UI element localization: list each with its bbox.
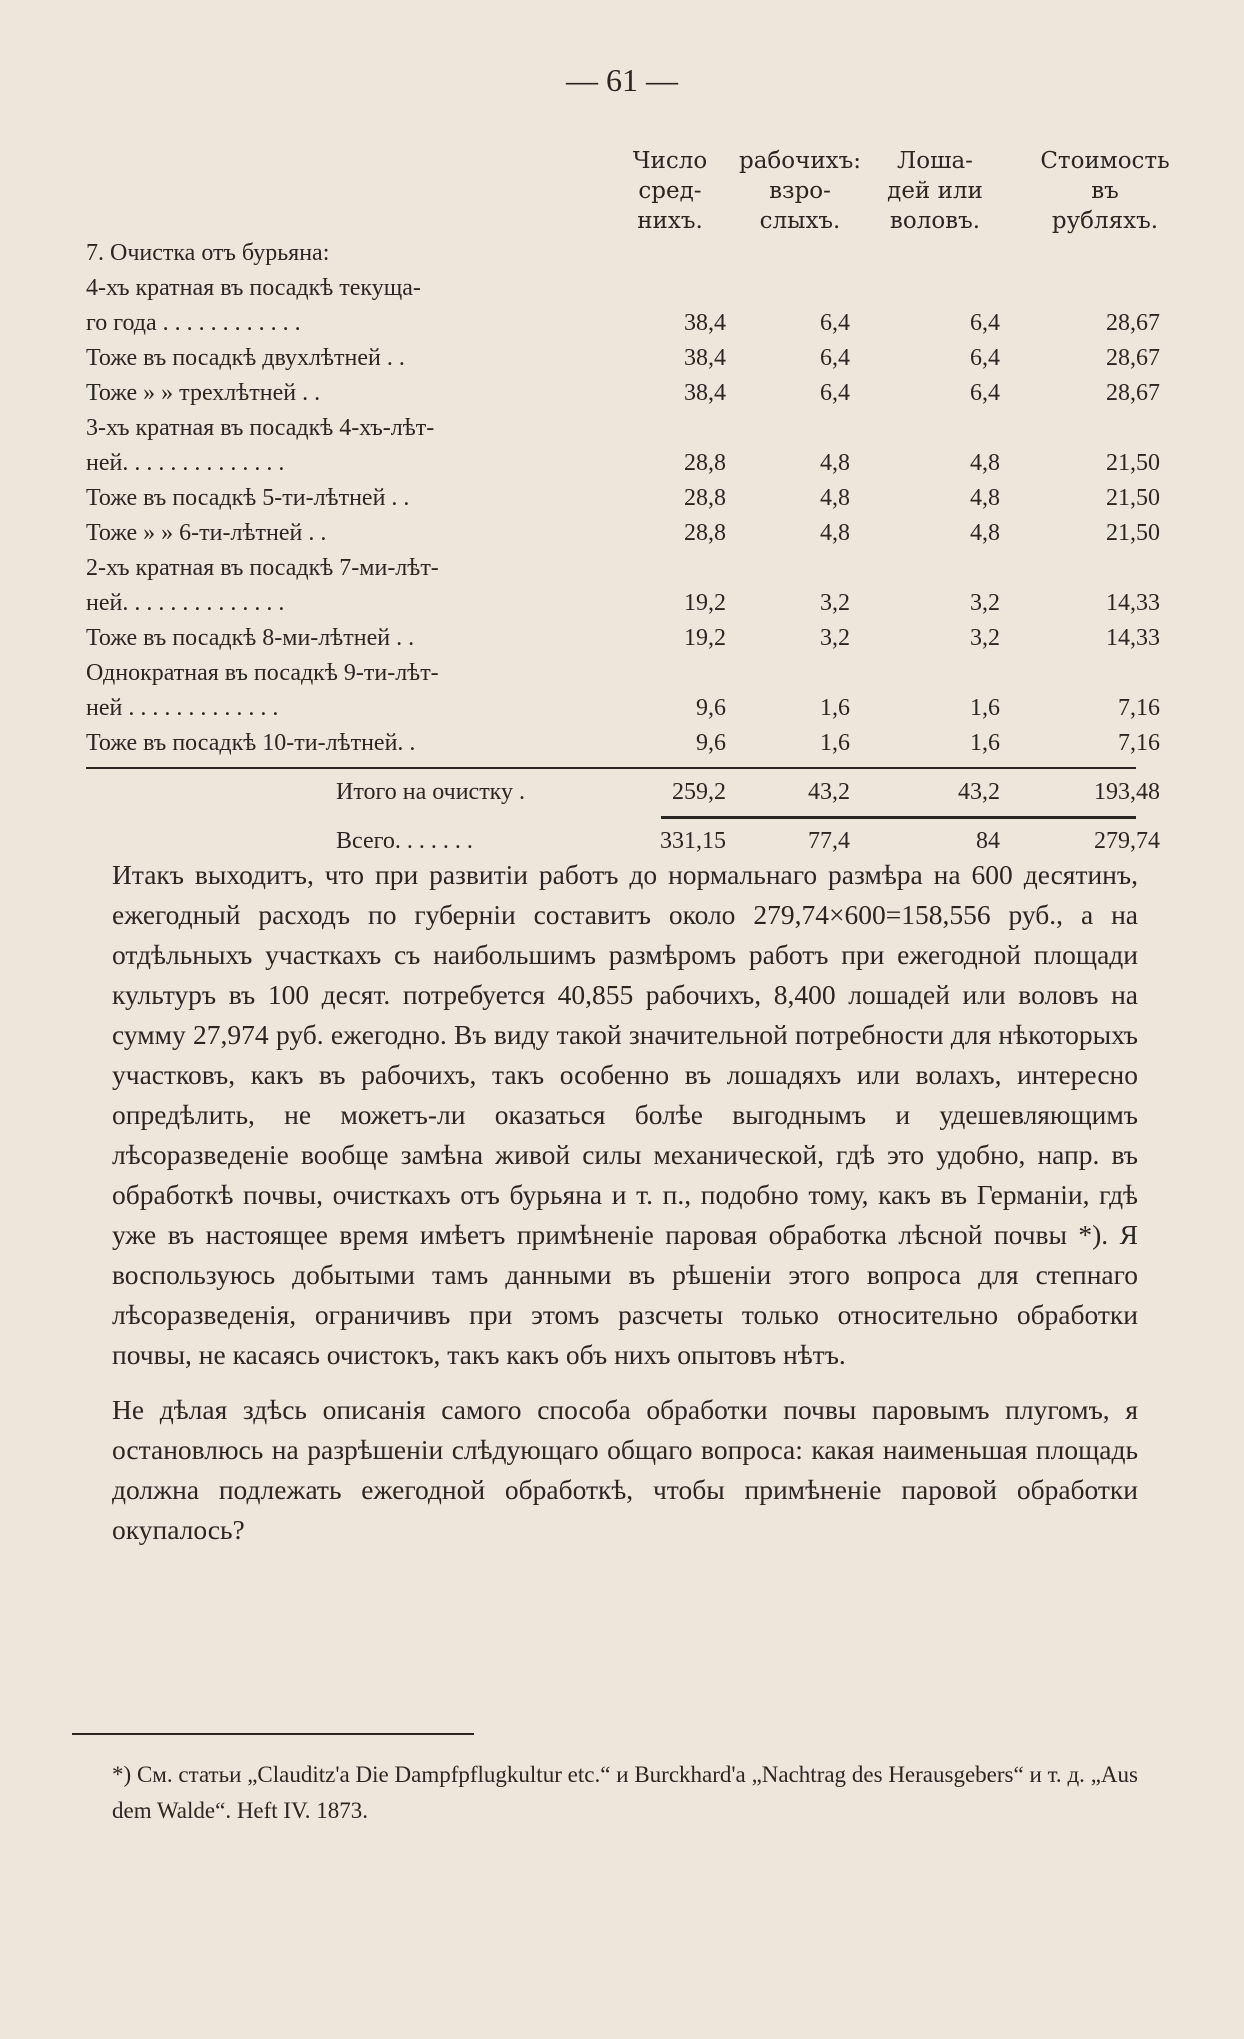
table-cell: 19,2 (684, 590, 726, 616)
table-row (86, 271, 1136, 306)
table-row (86, 551, 1136, 586)
total-cell: 279,74 (1094, 828, 1160, 854)
table-row (86, 411, 1136, 446)
row-label: 2-хъ кратная въ посадкѣ 7-ми-лѣт- (86, 555, 439, 581)
table-row (86, 586, 1160, 621)
table-cell: 38,4 (684, 345, 726, 371)
table-cell: 38,4 (684, 310, 726, 336)
table-cell: 28,67 (1106, 380, 1160, 406)
table-row (86, 376, 1160, 411)
table-row (86, 306, 1160, 341)
cost-table (86, 146, 1170, 859)
table-cell: 19,2 (684, 625, 726, 651)
table-cell: 3,2 (820, 590, 850, 616)
total-row (86, 824, 1160, 859)
table-cell: 6,4 (820, 380, 850, 406)
table-header (86, 146, 1170, 236)
row-label: Тоже » » трехлѣтней . . (86, 380, 321, 406)
table-cell: 4,8 (970, 520, 1000, 546)
row-label: ней . . . . . . . . . . . . . (86, 695, 279, 721)
table-cell: 28,8 (684, 520, 726, 546)
table-cell: 21,50 (1106, 485, 1160, 511)
row-label: ней. . . . . . . . . . . . . . (86, 450, 285, 476)
table-cell: 28,67 (1106, 345, 1160, 371)
subtotal-label: Итого на очистку . (336, 779, 525, 805)
footnote: *) См. статьи „Clauditz'a Die Dampfpflugkultur etc.“ и Burckhard'a „Nachtrag des Herausgebers“ и т. д. „Aus dem Walde“. Heft IV. 1873. (112, 1762, 1138, 1823)
header-cost-rubles: Стоимость въ рубляхъ. (1040, 148, 1170, 234)
table-row (86, 726, 1160, 761)
table-body (86, 236, 1160, 761)
subtotal-rule (86, 767, 1136, 769)
header-workers-adult: рабочихъ: взро- слыхъ. (738, 148, 862, 234)
row-label: 3-хъ кратная въ посадкѣ 4-хъ-лѣт- (86, 415, 435, 441)
row-label: Тоже въ посадкѣ двухлѣтней . . (86, 345, 405, 371)
row-label: го года . . . . . . . . . . . . (86, 310, 301, 336)
table-cell: 4,8 (970, 450, 1000, 476)
total-cell: 77,4 (808, 828, 850, 854)
table-row (86, 236, 1136, 271)
table-row (86, 621, 1160, 656)
subtotal-cell: 193,48 (1094, 779, 1160, 805)
table-cell: 21,50 (1106, 520, 1160, 546)
page-number: — 61 — (566, 62, 678, 98)
table-cell: 28,8 (684, 450, 726, 476)
table-row (86, 656, 1136, 691)
row-label: ней. . . . . . . . . . . . . . (86, 590, 285, 616)
table-cell: 4,8 (820, 485, 850, 511)
row-label: Тоже въ посадкѣ 10-ти-лѣтней. . (86, 730, 416, 756)
row-label: Тоже » » 6-ти-лѣтней . . (86, 520, 327, 546)
table-cell: 1,6 (970, 695, 1000, 721)
row-label: 7. Очистка отъ бурьяна: (86, 240, 330, 266)
table-cell: 9,6 (696, 730, 726, 756)
total-rule (661, 816, 1136, 819)
table-cell: 1,6 (820, 730, 850, 756)
table-row (86, 691, 1160, 726)
table-row (86, 446, 1160, 481)
table-cell: 3,2 (820, 625, 850, 651)
total-cell: 331,15 (660, 828, 726, 854)
subtotal-row (86, 775, 1160, 810)
row-label: Тоже въ посадкѣ 8-ми-лѣтней . . (86, 625, 415, 651)
table-cell: 28,67 (1106, 310, 1160, 336)
table-cell: 7,16 (1118, 695, 1160, 721)
table-row (86, 516, 1160, 551)
total-label: Всего. . . . . . . (336, 828, 473, 854)
table-cell: 4,8 (970, 485, 1000, 511)
row-label: 4-хъ кратная въ посадкѣ текуща- (86, 275, 421, 301)
paragraph: Не дѣлая здѣсь описанія самого способа обработки почвы паровымъ плугомъ, я остановлюсь на разрѣшеніи слѣдующаго общаго вопроса: какая наименьшая площадь должна подлежать ежегодной обработкѣ, чтобы примѣненіе паровой обработки окупалось? (112, 1394, 1138, 1545)
table-cell: 6,4 (970, 380, 1000, 406)
total-cell: 84 (976, 828, 1000, 854)
table-cell: 6,4 (820, 345, 850, 371)
header-workers-average: Число сред- нихъ. (632, 148, 708, 234)
table-cell: 21,50 (1106, 450, 1160, 476)
table-cell: 6,4 (970, 310, 1000, 336)
table-cell: 14,33 (1106, 590, 1160, 616)
footnote-rule (72, 1733, 474, 1735)
header-horses-oxen: Лоша- дей или воловъ. (887, 148, 983, 234)
table-row (86, 481, 1160, 516)
table-cell: 7,16 (1118, 730, 1160, 756)
table-cell: 3,2 (970, 590, 1000, 616)
table-cell: 3,2 (970, 625, 1000, 651)
row-label: Тоже въ посадкѣ 5-ти-лѣтней . . (86, 485, 410, 511)
table-cell: 6,4 (820, 310, 850, 336)
table-cell: 38,4 (684, 380, 726, 406)
subtotal-cell: 43,2 (808, 779, 850, 805)
subtotal-cell: 259,2 (672, 779, 726, 805)
paragraph: Итакъ выходитъ, что при развитіи работъ до нормальнаго размѣра на 600 десятинъ, ежегодный расходъ по губерніи составитъ около 279,74×600=158,556 руб., а на отдѣльныхъ участкахъ съ наибольшимъ размѣромъ работъ при ежегодной площади культуръ въ 100 десят. потребуется 40,855 рабочихъ, 8,400 лошадей или воловъ на сумму 27,974 руб. ежегодно. Въ виду такой значительной потребности для нѣкоторыхъ участковъ, какъ въ рабочихъ, такъ особенно въ лошадяхъ или волахъ, интересно опредѣлить, не можетъ-ли оказаться болѣе выгоднымъ и удешевляющимъ лѣсоразведеніе вообще замѣна живой силы механической, гдѣ это удобно, напр. въ обработкѣ почвы, очисткахъ отъ бурьяна и т. п., подобно тому, какъ въ Германіи, гдѣ уже въ настоящее время имѣетъ примѣненіе паровая обработка лѣсной почвы *). Я воспользуюсь добытыми тамъ данными въ рѣшеніи этого вопроса для степнаго лѣсоразведенія, ограничивъ при этомъ разсчеты только относительно обработки почвы, не касаясь очистокъ, такъ какъ объ нихъ опытовъ нѣтъ. (112, 859, 1138, 1370)
subtotal-cell: 43,2 (958, 779, 1000, 805)
table-cell: 1,6 (820, 695, 850, 721)
table-cell: 6,4 (970, 345, 1000, 371)
table-cell: 4,8 (820, 450, 850, 476)
row-label: Однократная въ посадкѣ 9-ти-лѣт- (86, 660, 439, 686)
table-row (86, 341, 1160, 376)
table-cell: 28,8 (684, 485, 726, 511)
table-cell: 14,33 (1106, 625, 1160, 651)
table-cell: 4,8 (820, 520, 850, 546)
table-cell: 9,6 (696, 695, 726, 721)
table-cell: 1,6 (970, 730, 1000, 756)
body-text (112, 855, 1138, 1565)
